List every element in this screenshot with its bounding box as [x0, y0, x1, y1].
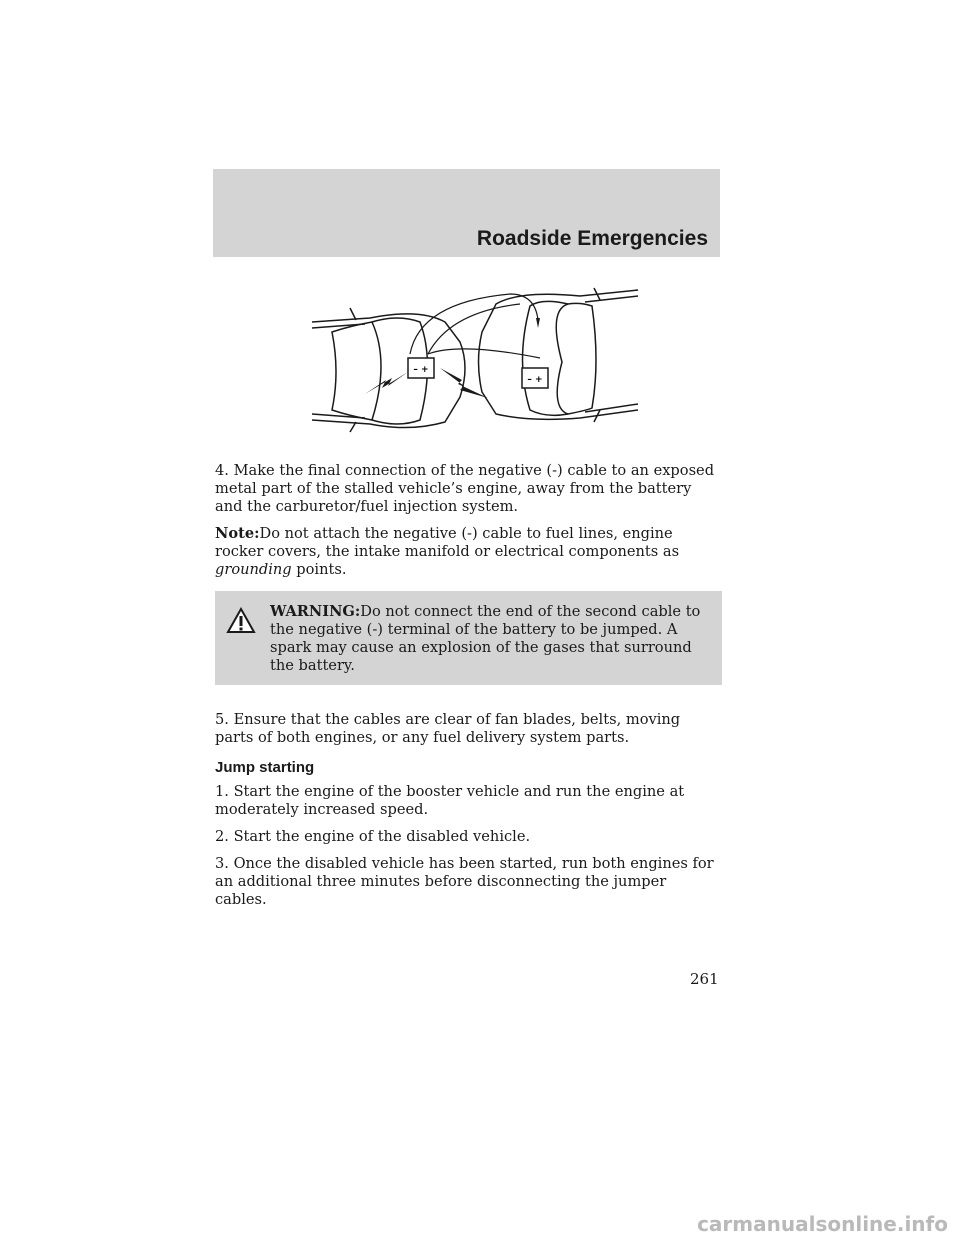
warning-text: Do not connect the end of the second cable to the negative (-) terminal of the battery to be jumped. A spark may cause an explosion of the gases that surround the battery.	[270, 603, 701, 674]
jump-step-1: 1. Start the engine of the booster vehicle and run the engine at moderately increased speed.	[215, 783, 685, 818]
warning-triangle-icon	[226, 607, 256, 634]
jump-start-diagram	[310, 282, 640, 442]
section-title: Roadside Emergencies	[476, 227, 708, 250]
booster-vehicle-battery	[522, 368, 548, 388]
header-band	[213, 169, 720, 257]
page-content	[215, 462, 720, 918]
step-5: 5. Ensure that the cables are clear of fan blades, belts, moving parts of both engines, or any fuel delivery system parts.	[215, 711, 681, 746]
note-text: Do not attach the negative (-) cable to fuel lines, engine rocker covers, the intake manifold or electrical components as	[215, 525, 680, 560]
note-label: Note:	[215, 525, 260, 542]
jump-step-3: 3. Once the disabled vehicle has been started, run both engines for an additional three minutes before disconnecting the jumper cables.	[215, 855, 714, 908]
warning-label: WARNING:	[270, 603, 361, 620]
warning-box	[215, 591, 722, 685]
jumper-cables	[410, 294, 540, 358]
warning-text-block	[223, 603, 714, 675]
disabled-vehicle-outline	[312, 308, 465, 432]
booster-vehicle-outline	[479, 288, 639, 422]
jump-step-2: 2. Start the engine of the disabled vehicle.	[215, 828, 531, 845]
battery-left-label: – +	[413, 365, 429, 375]
disabled-vehicle-battery	[408, 358, 434, 378]
spark-left-icon	[365, 372, 408, 394]
ground-clamp-icon	[536, 318, 540, 328]
note-tail: points.	[291, 561, 347, 578]
page-number: 261	[690, 970, 719, 988]
note-paragraph	[215, 525, 720, 579]
watermark: carmanualsonline.info	[697, 1212, 948, 1236]
note-italic: grounding	[215, 561, 292, 578]
step-4: 4. Make the final connection of the negative (-) cable to an exposed metal part of the stalled vehicle’s engine, away from the battery and the carburetor/fuel injection system.	[215, 462, 715, 515]
battery-right-label: – +	[527, 375, 543, 385]
jump-starting-heading: Jump starting	[215, 759, 315, 776]
